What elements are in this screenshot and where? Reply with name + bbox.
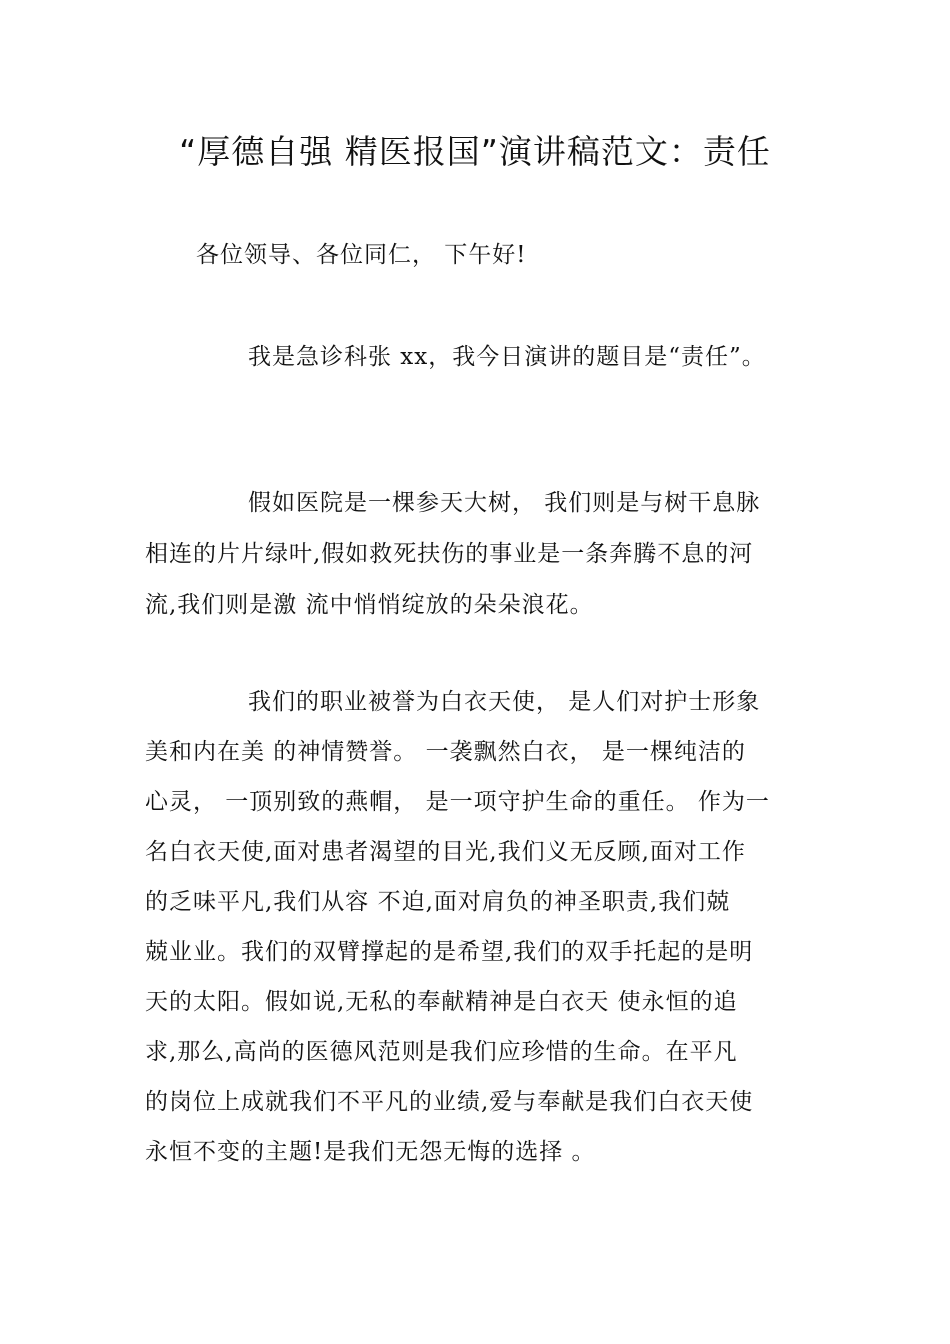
- paragraph-2-line: 永恒不变的主题!是我们无怨无悔的选择 。: [145, 1139, 596, 1165]
- greeting-line: 各位领导、各位同仁， 下午好!: [196, 242, 527, 268]
- paragraph-1-line: 流,我们则是激 流中悄悄绽放的朵朵浪花。: [145, 592, 594, 618]
- paragraph-2-line: 名白衣天使,面对患者渴望的目光,我们义无反顾,面对工作: [145, 839, 746, 865]
- intro-line: 我是急诊科张 xx，我今日演讲的题目是“责任”。: [248, 344, 766, 370]
- paragraph-2-line: 的岗位上成就我们不平凡的业绩,爱与奉献是我们白衣天使: [145, 1089, 754, 1115]
- paragraph-1-line: 假如医院是一棵参天大树， 我们则是与树干息脉: [248, 490, 761, 516]
- paragraph-2-line: 心灵， 一顶别致的燕帽， 是一项守护生命的重任。 作为一: [145, 789, 770, 815]
- document-title: “厚德自强 精医报国”演讲稿范文：责任: [179, 132, 771, 171]
- paragraph-2-line: 天的太阳。假如说,无私的奉献精神是白衣天 使永恒的追: [145, 989, 738, 1015]
- paragraph-1-line: 相连的片片绿叶,假如救死扶伤的事业是一条奔腾不息的河: [145, 541, 754, 567]
- paragraph-2-line: 求,那么,高尚的医德风范则是我们应珍惜的生命。在平凡: [145, 1039, 738, 1065]
- paragraph-2-line: 我们的职业被誉为白衣天使， 是人们对护士形象: [248, 689, 761, 715]
- paragraph-2-line: 兢业业。我们的双臂撑起的是希望,我们的双手托起的是明: [145, 939, 754, 965]
- paragraph-2-line: 的乏味平凡,我们从容 不迫,面对肩负的神圣职责,我们兢: [145, 889, 731, 915]
- paragraph-2-line: 美和内在美 的神情赞誉。 一袭飘然白衣， 是一棵纯洁的: [145, 739, 746, 765]
